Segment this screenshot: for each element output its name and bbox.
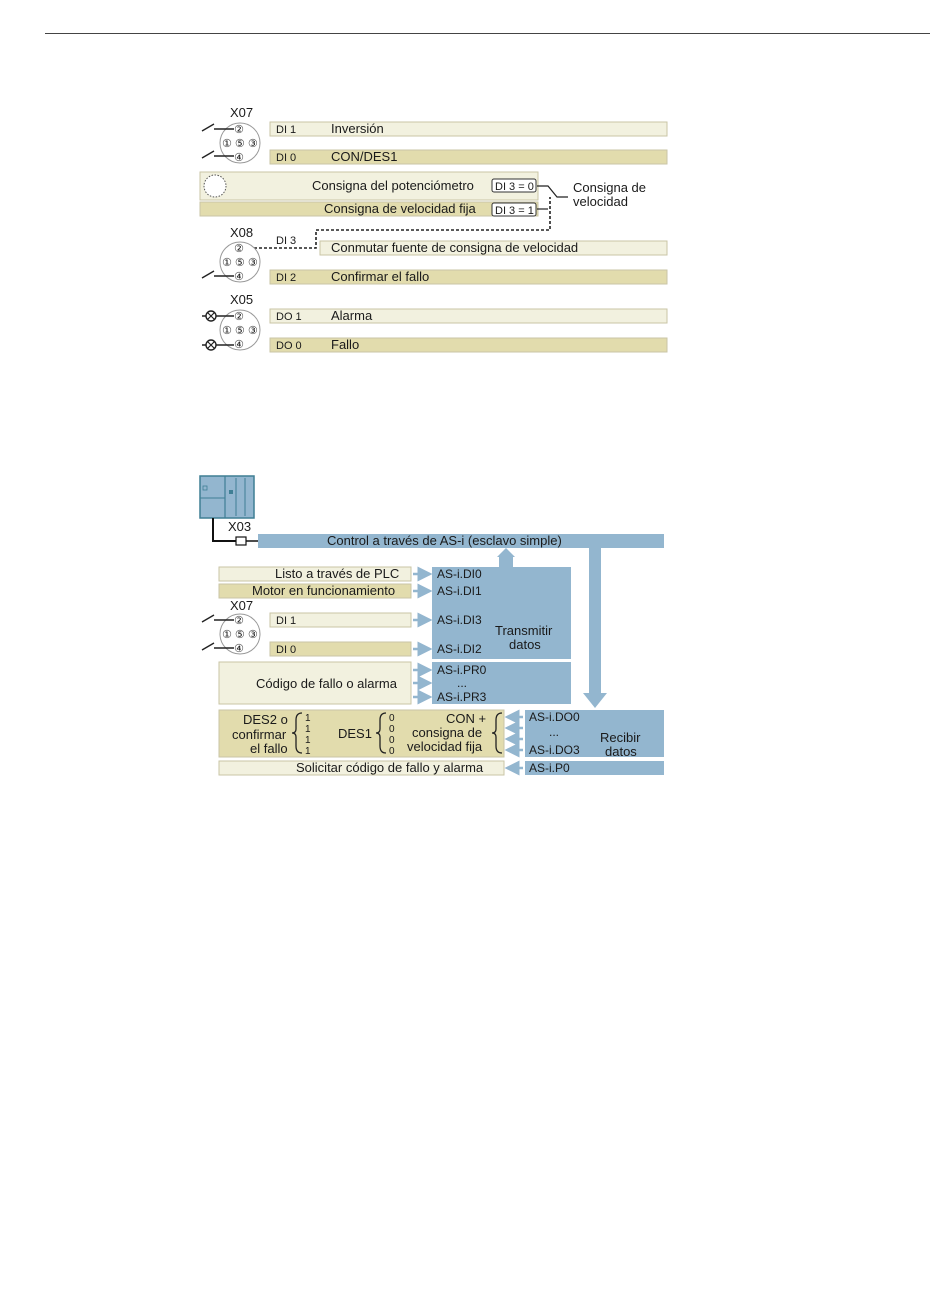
diagram-asi-control xyxy=(200,476,664,775)
label-con-des1: CON/DES1 xyxy=(331,149,398,164)
signal-do0: DO 0 xyxy=(276,340,302,352)
svg-text:0: 0 xyxy=(389,713,395,724)
label-switch-source: Conmutar fuente de consigna de velocidad xyxy=(331,240,579,255)
svg-text:④: ④ xyxy=(234,271,244,283)
label-des2-3: el fallo xyxy=(250,741,288,756)
label-fixed-speed: Consigna de velocidad fija xyxy=(324,201,476,216)
connector-x08 xyxy=(202,225,260,283)
connector-x07-asi xyxy=(202,598,260,655)
label-motor-running: Motor en funcionamiento xyxy=(252,583,396,598)
connector-x05-label: X05 xyxy=(230,292,254,307)
asi-do0: AS-i.DO0 xyxy=(529,710,580,724)
label-request-fault: Solicitar código de fallo y alarma xyxy=(296,760,484,775)
plug-icon xyxy=(236,537,246,545)
signal-asi-di0: DI 0 xyxy=(276,644,297,656)
svg-text:1: 1 xyxy=(305,713,311,724)
svg-text:②: ② xyxy=(234,311,244,323)
asi-do3: AS-i.DO3 xyxy=(529,743,580,757)
transmit-label-2: datos xyxy=(509,637,541,652)
band-di2 xyxy=(270,270,667,284)
asi-di3: AS-i.DI3 xyxy=(437,613,482,627)
condition-di3-0: DI 3 = 0 xyxy=(495,181,534,193)
potentiometer-icon xyxy=(204,175,226,197)
label-potentiometer: Consigna del potenciómetro xyxy=(312,178,474,193)
asi-pr3: AS-i.PR3 xyxy=(437,690,487,704)
svg-text:① ⑤ ③: ① ⑤ ③ xyxy=(222,257,258,269)
label-fault-code: Código de fallo o alarma xyxy=(256,676,397,691)
label-des2-2: confirmar xyxy=(232,727,287,742)
band-di0 xyxy=(270,150,667,164)
svg-text:0: 0 xyxy=(389,724,395,735)
asi-di1: AS-i.DI1 xyxy=(437,584,482,598)
label-speed-setpoint-1: Consigna de xyxy=(573,180,646,195)
connector-x05 xyxy=(202,292,260,351)
diagram-digital-io xyxy=(200,105,667,352)
transmit-label-1: Transmitir xyxy=(495,623,553,638)
signal-do1: DO 1 xyxy=(276,311,302,323)
connector-x07 xyxy=(202,105,260,164)
label-des2-1: DES2 o xyxy=(243,712,288,727)
label-ready-plc: Listo a través de PLC xyxy=(275,566,400,581)
signal-di1: DI 1 xyxy=(276,124,297,136)
plc-icon xyxy=(200,476,254,518)
svg-text:1: 1 xyxy=(305,746,311,757)
signal-asi-di1: DI 1 xyxy=(276,615,297,627)
svg-text:1: 1 xyxy=(305,735,311,746)
connector-x03-label: X03 xyxy=(228,519,252,534)
signal-di0: DI 0 xyxy=(276,152,297,164)
receive-label-1: Recibir xyxy=(600,730,641,745)
svg-text:④: ④ xyxy=(234,339,244,351)
signal-di3: DI 3 xyxy=(276,235,297,247)
selector-switch-icon xyxy=(537,186,568,197)
condition-di3-1: DI 3 = 1 xyxy=(495,205,534,217)
label-confirm-fault: Confirmar el fallo xyxy=(331,269,430,284)
label-fault: Fallo xyxy=(331,337,360,352)
band-do1 xyxy=(270,309,667,323)
svg-text:④: ④ xyxy=(234,643,244,655)
asi-di0: AS-i.DI0 xyxy=(437,567,482,581)
asi-p0: AS-i.P0 xyxy=(529,761,570,775)
svg-text:④: ④ xyxy=(234,152,244,164)
asi-do-dots: ... xyxy=(549,725,560,739)
connector-x07-label: X07 xyxy=(230,105,254,120)
svg-text:① ⑤ ③: ① ⑤ ③ xyxy=(222,138,258,150)
receive-label-2: datos xyxy=(605,744,637,759)
asi-pr-dots: ... xyxy=(457,676,468,690)
label-inversion: Inversión xyxy=(331,121,384,136)
svg-text:②: ② xyxy=(234,124,244,136)
label-con-1: CON + xyxy=(446,711,487,726)
connector-x07-asi-label: X07 xyxy=(230,598,254,613)
band-do0 xyxy=(270,338,667,352)
signal-di2: DI 2 xyxy=(276,272,297,284)
asi-pr0: AS-i.PR0 xyxy=(437,663,487,677)
asi-bus-label: Control a través de AS-i (esclavo simple) xyxy=(327,533,562,548)
svg-text:②: ② xyxy=(234,243,244,255)
svg-text:0: 0 xyxy=(389,746,395,757)
connector-x08-label: X08 xyxy=(230,225,254,240)
label-des1: DES1 xyxy=(338,726,372,741)
label-speed-setpoint-2: velocidad xyxy=(573,194,628,209)
svg-text:① ⑤ ③: ① ⑤ ③ xyxy=(222,629,258,641)
label-con-3: velocidad fija xyxy=(407,739,483,754)
label-alarm: Alarma xyxy=(331,308,373,323)
band-di1 xyxy=(270,122,667,136)
svg-text:0: 0 xyxy=(389,735,395,746)
label-con-2: consigna de xyxy=(412,725,483,740)
arrow-up-icon xyxy=(497,548,515,557)
asi-di2: AS-i.DI2 xyxy=(437,642,482,656)
svg-text:1: 1 xyxy=(305,724,311,735)
arrow-down-icon xyxy=(583,693,607,708)
svg-text:②: ② xyxy=(234,615,244,627)
svg-text:① ⑤ ③: ① ⑤ ③ xyxy=(222,325,258,337)
